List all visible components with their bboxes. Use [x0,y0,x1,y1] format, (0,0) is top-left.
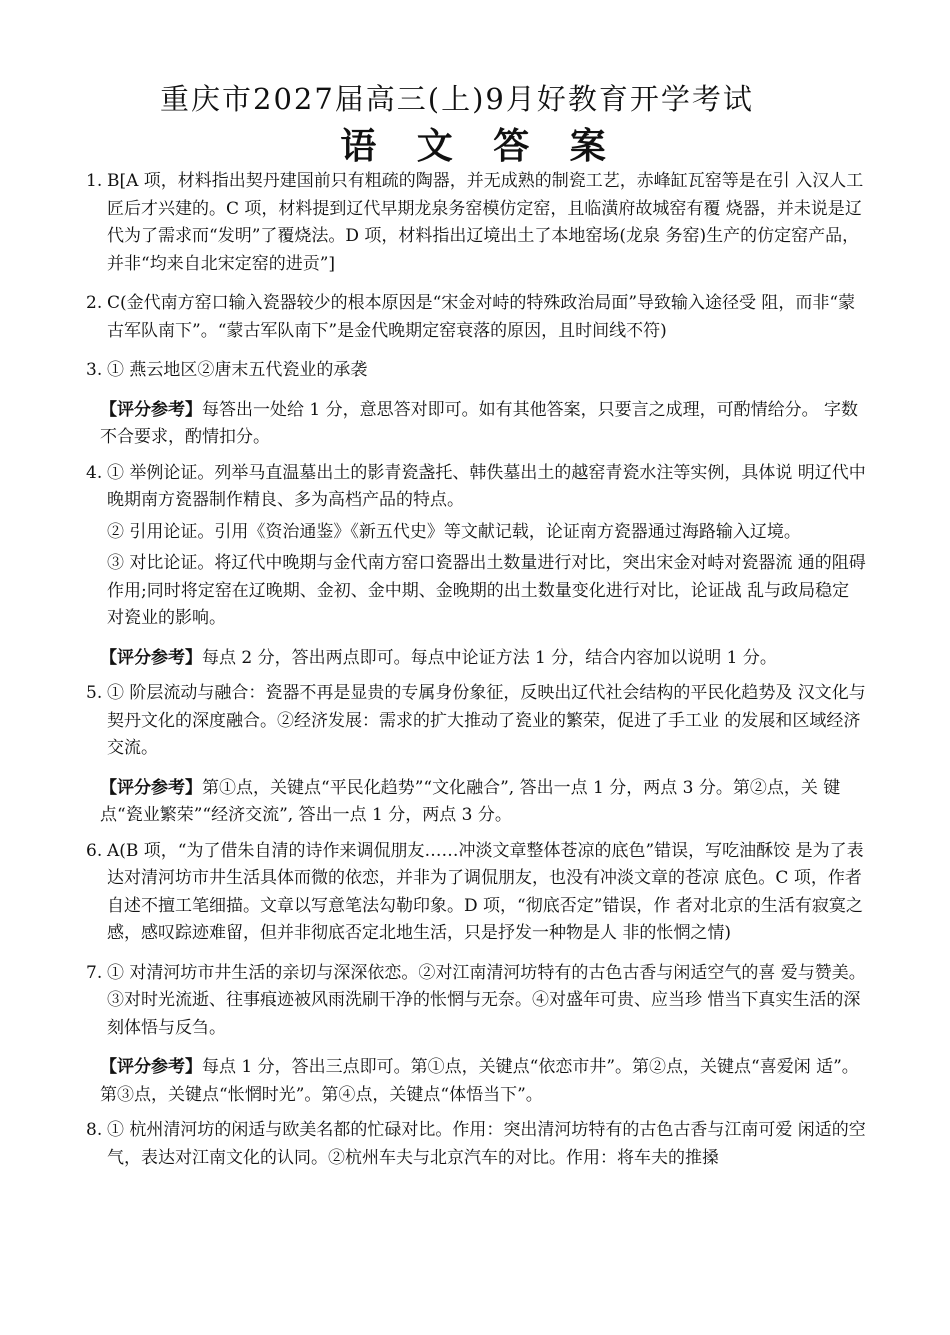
answer-paragraph: ① 举例论证。列举马直温墓出土的影青瓷盏托、韩佚墓出土的越窑青瓷水注等实例，具体说 明辽代中晚期南方瓷器制作精良、多为高档产品的特点。 [107,462,866,510]
answer-body [107,838,866,952]
answer-number: 1. [86,171,103,191]
answer-body [107,960,866,1047]
scoring-note [100,1054,866,1109]
answer-number: 7. [86,962,103,983]
answer-body [107,1117,866,1176]
answer-item [86,1117,866,1176]
answer-body [107,290,866,349]
answer-item [86,290,866,349]
answer-number: 5. [86,683,103,703]
answer-item [86,357,866,389]
answer-body [107,357,866,389]
answer-body [107,168,866,282]
scoring-note [100,645,866,673]
answer-item [86,960,866,1047]
document-subtitle: 语 文 答 案 [340,126,620,167]
answer-number: 4. [86,462,103,483]
answer-body [107,460,866,637]
scoring-note-label: 【评分参考】 [100,1057,202,1077]
answer-item [86,680,866,767]
answer-number: 8. [86,1120,103,1140]
answer-paragraph: B[A 项，材料指出契丹建国前只有粗疏的陶器，并无成熟的制瓷工艺，赤峰缸瓦窑等是在引 入汉人工匠后才兴建的。C 项，材料提到辽代早期龙泉务窑模仿定窑，且临潢府故城窑有覆 烧器，并未说是辽代为了需求而“发明”了覆烧法。D 项，材料指出辽境出土了本地窑场(龙泉 务窑)生产的仿定窑产品，并非“均来自北宋定窑的进贡”] [107,171,864,274]
answer-item [86,460,866,637]
answer-number: 3. [86,360,103,380]
document-title: 重庆市2027届高三(上)9月好教育开学考试 [160,82,754,116]
answer-paragraph: ③ 对比论证。将辽代中晚期与金代南方窑口瓷器出土数量进行对比，突出宋金对峙对瓷器流 通的阻碍作用;同时将定窑在辽晚期、金初、金中期、金晚期的出土数量变化进行对比，论证战 乱与政局稳定对瓷业的影响。 [107,553,866,628]
answer-number: 2. [86,293,103,313]
scoring-note-text: 每答出一处给 1 分，意思答对即可。如有其他答案，只要言之成理，可酌情给分。 字数不合要求，酌情扣分。 [100,399,859,447]
scoring-note-label: 【评分参考】 [100,399,202,420]
answer-body [107,680,866,767]
answer-paragraph: ① 燕云地区②唐末五代瓷业的承袭 [107,360,368,380]
answer-paragraph: C(金代南方窑口输入瓷器较少的根本原因是“宋金对峙的特殊政治局面”导致输入途径受 阻，而非“蒙古军队南下”。“蒙古军队南下”是金代晚期定窑衰落的原因，且时间线不符) [107,293,856,341]
scoring-note-label: 【评分参考】 [100,647,202,668]
answer-item [86,168,866,282]
scoring-note-label: 【评分参考】 [100,777,202,798]
scoring-note-text: 第①点，关键点“平民化趋势”“文化融合”, 答出一点 1 分，两点 3 分。第②点，关 键点“瓷业繁荣”“经济交流”, 答出一点 1 分，两点 3 分。 [100,777,841,825]
answer-paragraph: ① 阶层流动与融合：瓷器不再是显贵的专属身份象征，反映出辽代社会结构的平民化趋势及 汉文化与契丹文化的深度融合。②经济发展：需求的扩大推动了瓷业的繁荣，促进了手工业 的发展和区域经济交流。 [107,683,866,758]
answer-list [86,168,866,1184]
answer-number: 6. [86,840,103,861]
scoring-note-text: 每点 2 分，答出两点即可。每点中论证方法 1 分，结合内容加以说明 1 分。 [202,647,777,668]
answer-paragraph: ② 引用论证。引用《资治通鉴》《新五代史》等文献记载，论证南方瓷器通过海路输入辽境。 [107,521,801,542]
scoring-note [100,397,866,452]
answer-paragraph: ① 杭州清河坊的闲适与欧美名都的忙碌对比。作用：突出清河坊特有的古色古香与江南可爱 闲适的空气，表达对江南文化的认同。②杭州车夫与北京汽车的对比。作用：将车夫的推搡 [107,1120,866,1168]
answer-item [86,838,866,952]
scoring-note-text: 每点 1 分，答出三点即可。第①点，关键点“依恋市井”。第②点，关键点“喜爱闲 适”。第③点，关键点“怅惘时光”。第④点，关键点“体悟当下”。 [100,1057,859,1105]
answer-paragraph: ① 对清河坊市井生活的亲切与深深依恋。②对江南清河坊特有的古色古香与闲适空气的喜 爱与赞美。③对时光流逝、往事痕迹被风雨洗刷干净的怅惘与无奈。④对盛年可贵、应当珍 惜当下真实生活的深刻体悟与反刍。 [107,962,866,1038]
answer-paragraph: A(B 项，“为了借朱自清的诗作来调侃朋友……冲淡文章整体苍凉的底色”错误，写吃油酥饺 是为了表达对清河坊市井生活具体而微的依恋，并非为了调侃朋友，也没有冲淡文章的苍凉 底色。C 项，作者自述不擅工笔细描。文章以写意笔法勾勒印象。D 项，“彻底否定”错误，作 者对北京的生活有寂寞之感，感叹踪迹难留，但并非彻底否定北地生活，只是抒发一种物是人 非的怅惘之情) [107,840,864,943]
scoring-note [100,775,866,830]
